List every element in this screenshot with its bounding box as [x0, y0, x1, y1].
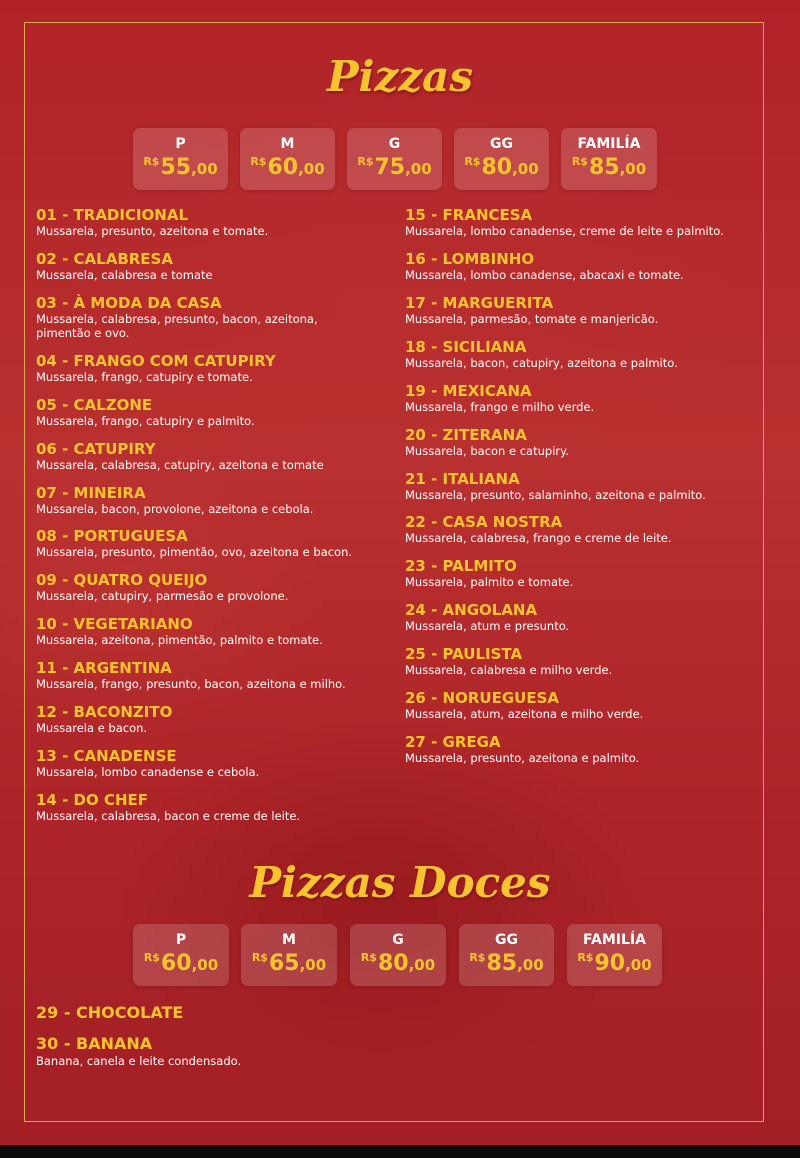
price-size: M [280, 136, 295, 152]
pizzas-title: Pizzas [326, 52, 474, 101]
price-box-g [350, 924, 446, 986]
menu-item: 30 - BANANA Banana, canela e leite condensado. [36, 1034, 242, 1068]
menu-item: 16 - LOMBINHO Mussarela, lombo canadense, abacaxi e tomate. [405, 250, 684, 282]
menu-item: 12 - BACONZITO Mussarela e bacon. [36, 703, 173, 735]
price-size: FAMILÍA [583, 932, 646, 948]
menu-item: 15 - FRANCESA Mussarela, lombo canadense, creme de leite e palmito. [405, 206, 724, 238]
price-box-familia [567, 924, 662, 986]
price-size: M [282, 932, 296, 948]
price-box-p [133, 924, 229, 986]
price-amount: $^{R\$}$55,00 [143, 155, 218, 180]
price-box-p [133, 128, 228, 190]
menu-item: 26 - NORUEGUESA Mussarela, atum, azeitona e milho verde. [405, 689, 644, 721]
price-size: FAMILÍA [577, 136, 641, 152]
price-amount: $^{R\$}$60,00 [250, 155, 325, 180]
price-box-gg [459, 924, 554, 986]
menu-item: 03 - À MODA DA CASA Mussarela, calabresa, presunto, bacon, azeitona, pimentão e ovo. [36, 294, 318, 340]
menu-item: 29 - CHOCOLATE [36, 1003, 184, 1022]
price-amount: $^{R\$}$85,00 [469, 951, 544, 976]
menu-item: 01 - TRADICIONAL Mussarela, presunto, azeitona e tomate. [36, 206, 269, 238]
price-amount: $^{R\$}$85,00 [571, 155, 647, 180]
menu-item: 17 - MARGUERITA Mussarela, parmesão, tomate e manjericão. [405, 294, 659, 326]
menu-item: 25 - PAULISTA Mussarela, calabresa e milho verde. [405, 645, 613, 677]
price-size: G [388, 136, 401, 152]
price-amount: $^{R\$}$90,00 [577, 951, 652, 976]
price-size: GG [495, 932, 518, 948]
sweet-pizzas-title: Pizzas Doces [249, 858, 551, 907]
price-size: G [392, 932, 404, 948]
price-amount: $^{R\$}$80,00 [464, 155, 539, 180]
price-box-gg [454, 128, 549, 190]
menu-item: 11 - ARGENTINA Mussarela, frango, presunto, bacon, azeitona e milho. [36, 659, 346, 691]
menu-item: 10 - VEGETARIANO Mussarela, azeitona, pimentão, palmito e tomate. [36, 615, 323, 647]
menu-item: 20 - ZITERANA Mussarela, bacon e catupiry. [405, 426, 569, 458]
price-box-familia [561, 128, 657, 190]
menu-item: 24 - ANGOLANA Mussarela, atum e presunto. [405, 601, 570, 633]
price-amount: $^{R\$}$60,00 [143, 951, 219, 976]
menu-item: 06 - CATUPIRY Mussarela, calabresa, catupiry, azeitona e tomate [36, 440, 324, 472]
price-amount: $^{R\$}$65,00 [251, 951, 327, 976]
menu-item: 08 - PORTUGUESA Mussarela, presunto, pimentão, ovo, azeitona e bacon. [36, 527, 353, 559]
menu-item: 18 - SICILIANA Mussarela, bacon, catupiry, azeitona e palmito. [405, 338, 678, 370]
price-size: GG [490, 136, 513, 152]
price-box-m [240, 128, 335, 190]
menu-item: 14 - DO CHEF Mussarela, calabresa, bacon e creme de leite. [36, 791, 301, 823]
price-box-m [241, 924, 337, 986]
bottom-bar [0, 1145, 800, 1158]
menu-item: 05 - CALZONE Mussarela, frango, catupiry e palmito. [36, 396, 255, 428]
price-size: P [175, 136, 186, 152]
menu-item: 23 - PALMITO Mussarela, palmito e tomate. [405, 557, 574, 589]
price-amount: $^{R\$}$75,00 [357, 155, 432, 180]
menu-item: 22 - CASA NOSTRA Mussarela, calabresa, frango e creme de leite. [405, 513, 672, 545]
menu-item: 04 - FRANGO COM CATUPIRY Mussarela, frango, catupiry e tomate. [36, 352, 276, 384]
menu-item: 27 - GREGA Mussarela, presunto, azeitona e palmito. [405, 733, 640, 765]
menu-item: 21 - ITALIANA Mussarela, presunto, salaminho, azeitona e palmito. [405, 470, 706, 502]
menu-item: 02 - CALABRESA Mussarela, calabresa e tomate [36, 250, 213, 282]
menu-item: 09 - QUATRO QUEIJO Mussarela, catupiry, parmesão e provolone. [36, 571, 289, 603]
menu-item: 13 - CANADENSE Mussarela, lombo canadense e cebola. [36, 747, 260, 779]
menu-item: 07 - MINEIRA Mussarela, bacon, provolone, azeitona e cebola. [36, 484, 314, 516]
price-amount: $^{R\$}$80,00 [360, 951, 436, 976]
price-box-g [347, 128, 442, 190]
price-size: P [175, 932, 187, 948]
menu-item: 19 - MEXICANA Mussarela, frango e milho verde. [405, 382, 595, 414]
